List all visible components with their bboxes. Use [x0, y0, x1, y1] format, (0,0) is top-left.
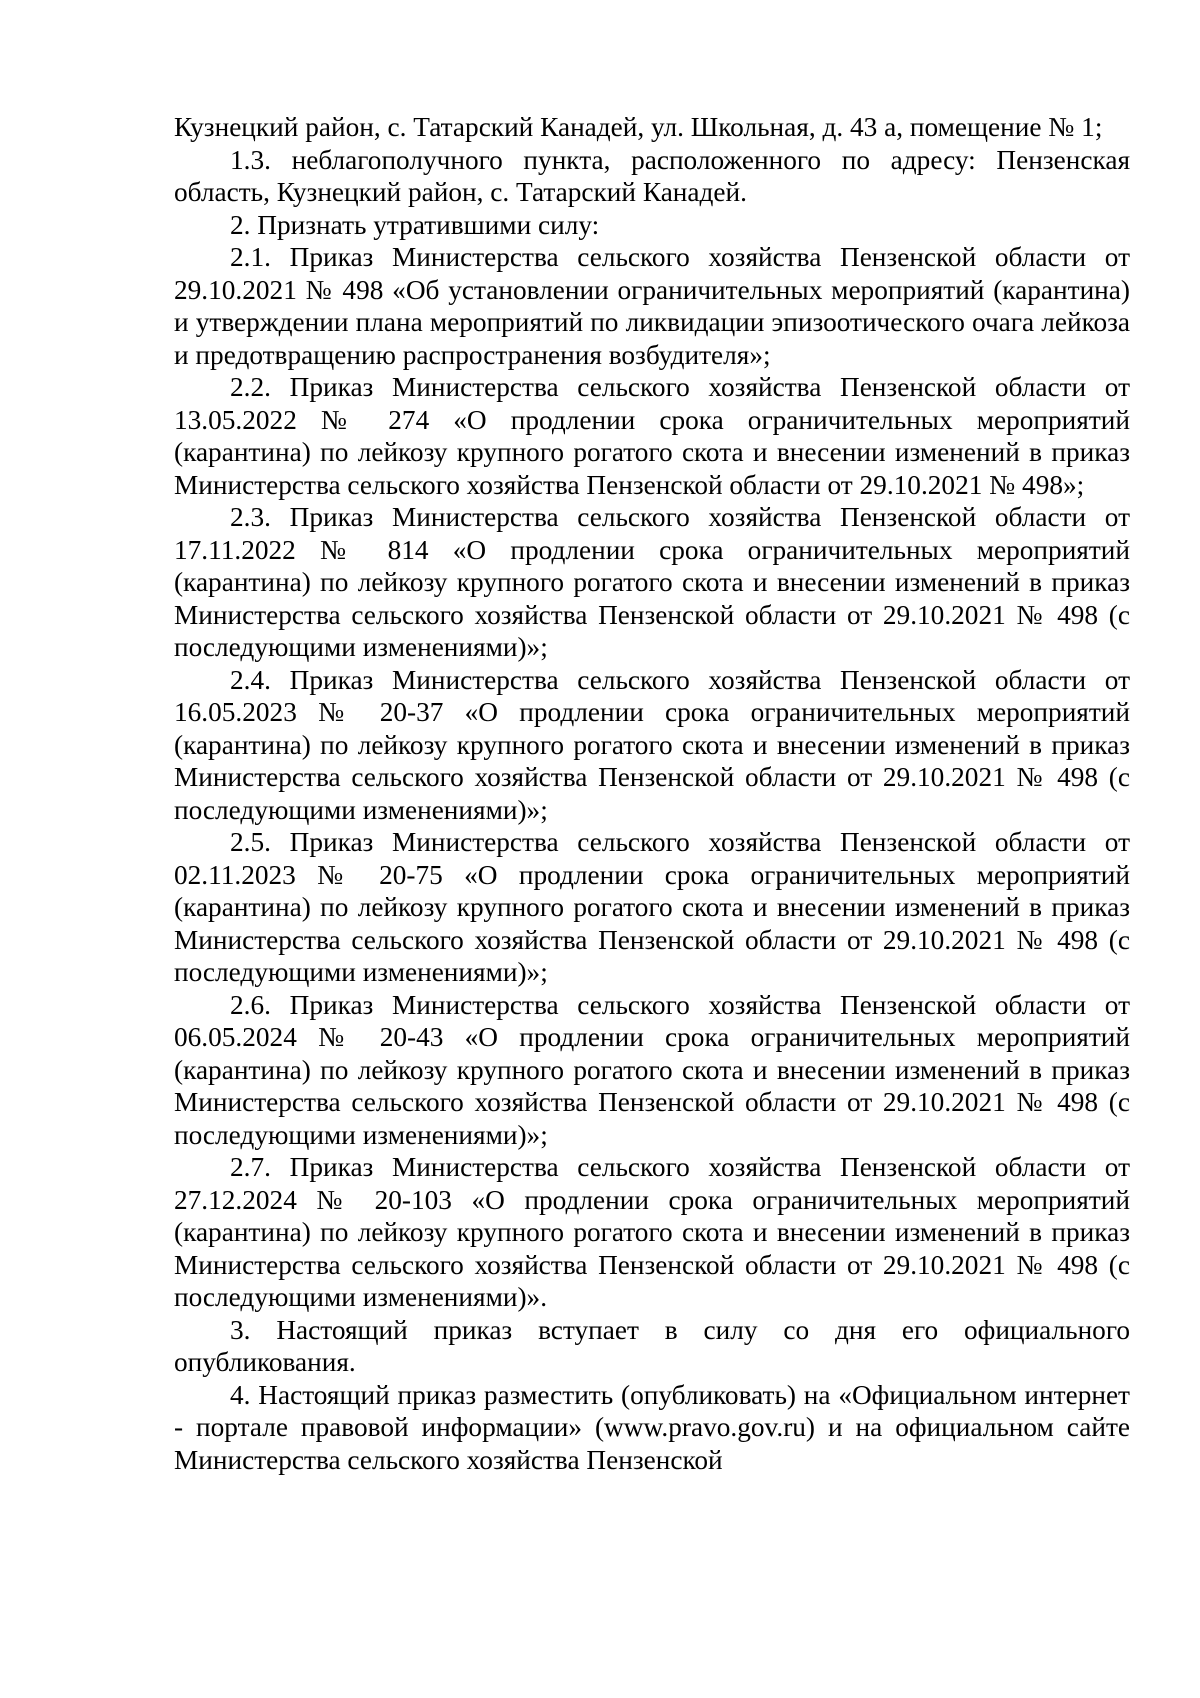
paragraph-2-6: 2.6. Приказ Министерства сельского хозяйства Пензенской области от 06.05.2024 № 20-43 «О продлении срока ограничительных мероприятий (карантина) по лейкозу крупного рогатого скота и внесении изменений в приказ Министерства сельского хозяйства Пензенской области от 29.10.2021 № 498 (с последующими изменениями)»; [174, 989, 1130, 1150]
document-page [174, 111, 1130, 1476]
paragraph-2-1: 2.1. Приказ Министерства сельского хозяйства Пензенской области от 29.10.2021 № 498 «Об установлении ограничительных мероприятий (карантина) и утверждении плана мероприятий по ликвидации эпизоотического очага лейкоза и предотвращению распространения возбудителя»; [174, 242, 1130, 370]
paragraph-3: 3. Настоящий приказ вступает в силу со дня его официального опубликования. [174, 1314, 1130, 1377]
paragraph-1-3: 1.3. неблагополучного пункта, расположенного по адресу: Пензенская область, Кузнецкий район, с. Татарский Канадей. [174, 144, 1130, 207]
paragraph-2-3: 2.3. Приказ Министерства сельского хозяйства Пензенской области от 17.11.2022 № 814 «О продлении срока ограничительных мероприятий (карантина) по лейкозу крупного рогатого скота и внесении изменений в приказ Министерства сельского хозяйства Пензенской области от 29.10.2021 № 498 (с последующими изменениями)»; [174, 502, 1130, 662]
paragraph-2-5: 2.5. Приказ Министерства сельского хозяйства Пензенской области от 02.11.2023 № 20-75 «О продлении срока ограничительных мероприятий (карантина) по лейкозу крупного рогатого скота и внесении изменений в приказ Министерства сельского хозяйства Пензенской области от 29.10.2021 № 498 (с последующими изменениями)»; [174, 827, 1130, 987]
paragraph-2-2: 2.2. Приказ Министерства сельского хозяйства Пензенской области от 13.05.2022 № 274 «О продлении срока ограничительных мероприятий (карантина) по лейкозу крупного рогатого скота и внесении изменений в приказ Министерства сельского хозяйства Пензенской области от 29.10.2021 № 498»; [174, 372, 1130, 500]
paragraph-2: 2. Признать утратившими силу: [230, 209, 600, 240]
paragraph-address-continuation: Кузнецкий район, с. Татарский Канадей, ул. Школьная, д. 43 а, помещение № 1; [174, 112, 1103, 142]
paragraph-4: 4. Настоящий приказ разместить (опубликовать) на «Официальном интернет - портале правовой информации» (www.pravo.gov.ru) и на официальном сайте Министерства сельского хозяйства Пензенской [174, 1379, 1130, 1475]
paragraph-2-7: 2.7. Приказ Министерства сельского хозяйства Пензенской области от 27.12.2024 № 20-103 «О продлении срока ограничительных мероприятий (карантина) по лейкозу крупного рогатого скота и внесении изменений в приказ Министерства сельского хозяйства Пензенской области от 29.10.2021 № 498 (с последующими изменениями)». [174, 1152, 1130, 1312]
paragraph-2-4: 2.4. Приказ Министерства сельского хозяйства Пензенской области от 16.05.2023 № 20-37 «О продлении срока ограничительных мероприятий (карантина) по лейкозу крупного рогатого скота и внесении изменений в приказ Министерства сельского хозяйства Пензенской области от 29.10.2021 № 498 (с последующими изменениями)»; [174, 664, 1130, 825]
